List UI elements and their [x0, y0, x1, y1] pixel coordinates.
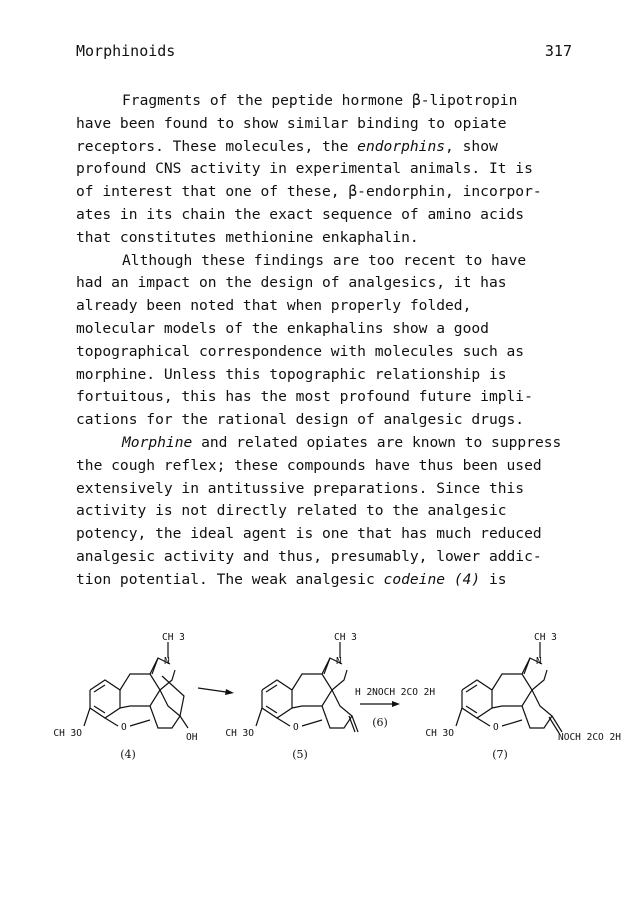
- nitrogen-atom-label: N: [164, 656, 170, 667]
- reaction-scheme: [50, 628, 621, 778]
- compound-1-structure: [53, 632, 197, 761]
- text-run: analgesic activity and thus, presumably, lower addic-: [76, 547, 542, 565]
- text-run: potency, the ideal agent is one that has much reduced: [76, 525, 542, 543]
- methyl-group-label: CH 3: [534, 632, 557, 643]
- text-line: [76, 341, 586, 364]
- text-line: [76, 478, 586, 501]
- nitrogen-atom-label: N: [536, 656, 542, 667]
- substituent-label: NOCH 2CO 2H: [558, 732, 621, 743]
- reagent-number: (6): [372, 716, 388, 729]
- text-line: [76, 295, 586, 318]
- emphasis-text: codeine (4): [383, 570, 481, 588]
- arrow-head: [392, 701, 400, 707]
- methoxy-group-label: CH 3O: [225, 728, 254, 739]
- bond: [256, 708, 262, 726]
- oxygen-atom-label: O: [121, 722, 127, 733]
- text-run: have been found to show similar binding to opiate: [76, 114, 507, 132]
- page-number: 317: [544, 42, 572, 60]
- text-line: [76, 113, 586, 136]
- bond: [152, 658, 158, 674]
- bond: [277, 718, 290, 726]
- text-line: [76, 409, 586, 432]
- arrow-shaft: [198, 688, 226, 692]
- text-run: the cough reflex; these compounds have thus been used: [76, 456, 542, 474]
- text-line: [76, 90, 586, 113]
- arrow-head: [225, 689, 234, 695]
- bond: [160, 670, 175, 690]
- bond: [532, 670, 547, 690]
- text-line: [76, 204, 586, 227]
- text-line: [76, 250, 586, 273]
- methoxy-group-label: CH 3O: [425, 728, 454, 739]
- bond: [120, 674, 160, 708]
- text-run: activity is not directly related to the analgesic: [76, 502, 507, 520]
- text-line: [76, 386, 586, 409]
- text-line: [76, 546, 586, 569]
- body-text: [76, 90, 586, 592]
- compound-number: (5): [292, 748, 308, 761]
- bond: [150, 690, 180, 728]
- text-line: [76, 136, 586, 159]
- methyl-group-label: CH 3: [162, 632, 185, 643]
- text-line: [76, 500, 586, 523]
- text-line: [76, 432, 586, 455]
- reaction-arrow-2: [360, 701, 400, 707]
- text-run: molecular models of the enkaphalins show a good: [76, 319, 489, 337]
- text-run: topographical correspondence with molecules such as: [76, 342, 525, 360]
- bond: [292, 674, 332, 708]
- bond: [502, 720, 522, 726]
- bond: [332, 670, 347, 690]
- bond: [180, 716, 188, 728]
- text-line: [76, 523, 586, 546]
- oxygen-atom-label: O: [493, 722, 499, 733]
- text-run: morphine. Unless this topographic relationship is: [76, 365, 507, 383]
- bond: [105, 718, 118, 726]
- bond: [349, 716, 355, 732]
- text-run: Fragments of the peptide hormone β-lipotropin: [122, 92, 518, 109]
- bond: [352, 716, 358, 732]
- text-line: [76, 364, 586, 387]
- text-run: profound CNS activity in experimental animals. It is: [76, 160, 533, 178]
- text-run: extensively in antitussive preparations. Since this: [76, 479, 525, 497]
- bond: [322, 690, 352, 728]
- text-run: had an impact on the design of analgesics, it has: [76, 274, 507, 292]
- text-line: [76, 569, 586, 592]
- text-run: receptors. These molecules, the: [76, 137, 358, 155]
- text-run: fortuitous, this has the most profound future impli-: [76, 388, 533, 406]
- text-line: [76, 272, 586, 295]
- methyl-group-label: CH 3: [334, 632, 357, 643]
- oxygen-atom-label: O: [293, 722, 299, 733]
- bond: [456, 708, 462, 726]
- emphasis-text: endorphins: [357, 137, 446, 155]
- methoxy-group-label: CH 3O: [53, 728, 82, 739]
- text-run: ates in its chain the exact sequence of amino acids: [76, 205, 525, 223]
- text-run: of interest that one of these, β-endorphin, incorpor-: [76, 183, 542, 201]
- bond: [130, 720, 150, 726]
- text-run: tion potential. The weak analgesic: [76, 570, 384, 588]
- text-run: Although these findings are too recent to have: [122, 251, 527, 269]
- running-head: Morphinoids: [76, 42, 176, 60]
- text-run: and related opiates are known to suppress: [192, 433, 562, 451]
- text-run: already been noted that when properly folded,: [76, 297, 472, 315]
- compound-number: (7): [492, 748, 508, 761]
- text-line: [76, 181, 586, 204]
- text-line: [76, 455, 586, 478]
- text-run: that constitutes methionine enkaphalin.: [76, 228, 419, 246]
- bond: [302, 720, 322, 726]
- reaction-arrow-1: [198, 688, 234, 695]
- text-run: is: [480, 570, 507, 588]
- bond: [522, 690, 552, 728]
- text-line: [76, 158, 586, 181]
- substituent-label: OH: [186, 732, 198, 743]
- bond: [84, 708, 90, 726]
- text-line: [76, 227, 586, 250]
- compound-3-structure: [425, 632, 621, 761]
- text-run: , show: [445, 137, 498, 155]
- emphasis-text: Morphine: [122, 433, 193, 451]
- compound-2-structure: [225, 632, 358, 761]
- reagent-label: H 2NOCH 2CO 2H: [355, 687, 436, 698]
- bond: [492, 674, 532, 708]
- bond: [524, 658, 530, 674]
- page-header: [76, 42, 572, 62]
- bond: [324, 658, 330, 674]
- text-line: [76, 318, 586, 341]
- nitrogen-atom-label: N: [336, 656, 342, 667]
- bond: [477, 718, 490, 726]
- text-run: cations for the rational design of analgesic drugs.: [76, 411, 525, 429]
- compound-number: (4): [120, 748, 136, 761]
